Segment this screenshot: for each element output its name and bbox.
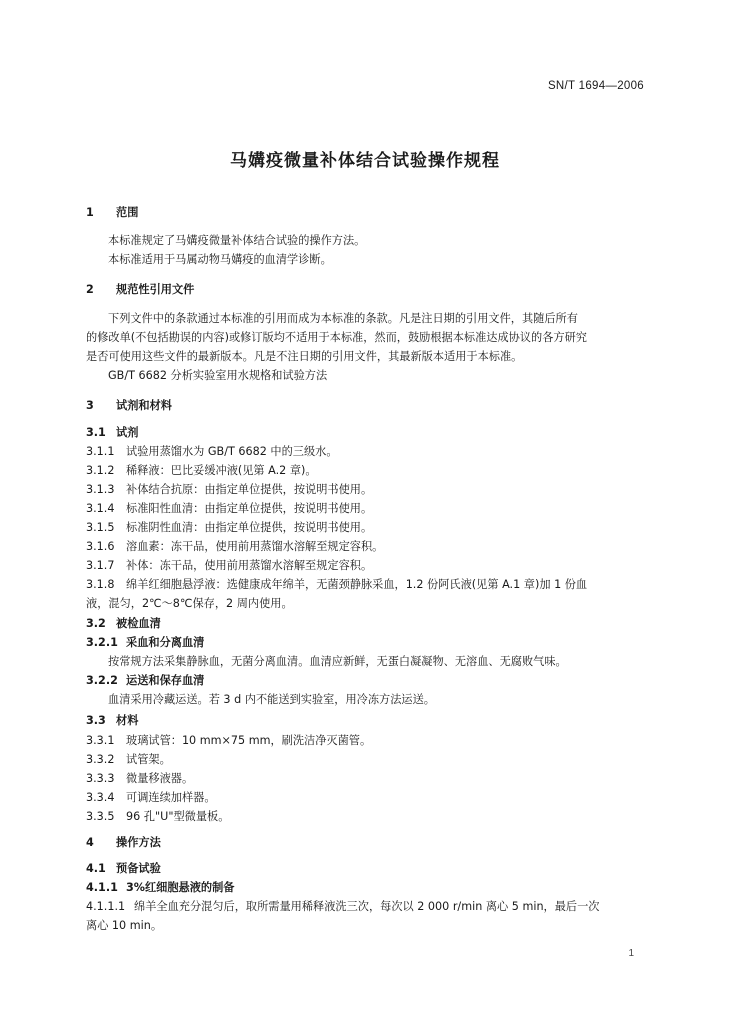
clause-number: 4.1.1.1 <box>86 900 126 913</box>
subsection-3-2-2-heading <box>86 674 204 688</box>
paragraph-line: 是否可使用这些文件的最新版本。凡是不注日期的引用文件，其最新版本适用于本标准。 <box>86 350 523 363</box>
clause-3-1-2 <box>86 464 317 478</box>
clause-text: 补体结合抗原：由指定单位提供，按说明书使用。 <box>126 483 373 496</box>
normative-reference: GB/T 6682 分析实验室用水规格和试验方法 <box>108 369 328 382</box>
clause-3-1-3 <box>86 483 372 497</box>
clause-number: 3.1.7 <box>86 559 115 572</box>
clause-3-3-3 <box>86 772 193 786</box>
clause-number: 3.3.2 <box>86 753 115 766</box>
paragraph: 本标准适用于马属动物马媾疫的血清学诊断。 <box>108 253 332 266</box>
clause-3-1-6 <box>86 540 383 554</box>
paragraph-line: 下列文件中的条款通过本标准的引用而成为本标准的条款。凡是注日期的引用文件，其随后所有 <box>108 312 578 325</box>
subsection-number: 3.2 <box>86 617 106 630</box>
clause-number: 3.1.4 <box>86 502 115 515</box>
subsection-number: 4.1 <box>86 862 106 875</box>
paragraph: 本标准规定了马媾疫微量补体结合试验的操作方法。 <box>108 234 366 247</box>
clause-3-1-7 <box>86 559 372 573</box>
clause-text: 标准阴性血清：由指定单位提供，按说明书使用。 <box>126 521 373 534</box>
clause-number: 3.1.3 <box>86 483 115 496</box>
section-title: 试剂和材料 <box>116 399 172 412</box>
section-number: 1 <box>86 206 94 219</box>
subsection-title: 试剂 <box>116 426 139 439</box>
clause-3-3-5 <box>86 810 229 824</box>
subsection-3-3-heading <box>86 714 138 728</box>
clause-3-1-5 <box>86 521 372 535</box>
section-3-heading <box>86 399 172 413</box>
subsection-4-1-1-heading <box>86 881 235 895</box>
section-1-heading <box>86 206 138 220</box>
clause-text: 玻璃试管：10 mm×75 mm，刷洗洁净灭菌管。 <box>126 734 372 747</box>
section-number: 3 <box>86 399 94 412</box>
clause-text: 试验用蒸馏水为 GB/T 6682 中的三级水。 <box>126 445 338 458</box>
subsection-number: 4.1.1 <box>86 881 118 894</box>
clause-text: 标准阳性血清：由指定单位提供，按说明书使用。 <box>126 502 373 515</box>
subsection-3-2-1-heading <box>86 636 204 650</box>
subsection-title: 3%红细胞悬液的制备 <box>126 881 235 894</box>
clause-text: 绵羊红细胞悬浮液：选健康成年绵羊，无菌颈静脉采血，1.2 份阿氏液(见第 A.1 章)加 1 份血 <box>126 578 588 591</box>
page-number: 1 <box>628 948 634 959</box>
subsection-number: 3.2.2 <box>86 674 118 687</box>
clause-number: 3.1.6 <box>86 540 115 553</box>
subsection-title: 被检血清 <box>116 617 161 630</box>
clause-number: 3.1.5 <box>86 521 115 534</box>
clause-3-3-4 <box>86 791 216 805</box>
section-title: 范围 <box>116 206 139 219</box>
section-number: 4 <box>86 836 94 849</box>
clause-3-3-1 <box>86 734 371 748</box>
clause-number: 3.1.1 <box>86 445 115 458</box>
standard-code: SN/T 1694—2006 <box>547 80 644 92</box>
clause-number: 3.3.4 <box>86 791 115 804</box>
section-title: 操作方法 <box>116 836 161 849</box>
clause-number: 3.3.1 <box>86 734 115 747</box>
subsection-title: 材料 <box>116 714 139 727</box>
clause-3-1-8 <box>86 578 587 592</box>
subsection-4-1-heading <box>86 862 161 876</box>
section-2-heading <box>86 283 194 297</box>
subsection-number: 3.2.1 <box>86 636 118 649</box>
subsection-number: 3.1 <box>86 426 106 439</box>
clause-number: 3.1.2 <box>86 464 115 477</box>
section-number: 2 <box>86 283 94 296</box>
clause-3-1-8-continued: 液，混匀，2℃～8℃保存，2 周内使用。 <box>86 597 293 610</box>
clause-text: 试管架。 <box>126 753 171 766</box>
clause-text: 可调连续加样器。 <box>126 791 216 804</box>
section-title: 规范性引用文件 <box>116 283 195 296</box>
paragraph-line: 的修改单(不包括勘误的内容)或修订版均不适用于本标准，然而，鼓励根据本标准达成协议的各方研究 <box>86 331 587 344</box>
clause-text: 96 孔"U"型微量板。 <box>126 810 230 823</box>
subsection-title: 采血和分离血清 <box>126 636 205 649</box>
subsection-number: 3.3 <box>86 714 106 727</box>
clause-number: 3.1.8 <box>86 578 115 591</box>
document-title: 马媾疫微量补体结合试验操作规程 <box>230 151 500 171</box>
subsection-title: 预备试验 <box>116 862 161 875</box>
clause-4-1-1-1-continued: 离心 10 min。 <box>86 919 163 932</box>
clause-3-1-1 <box>86 445 338 459</box>
subsection-3-2-heading <box>86 617 161 631</box>
paragraph: 血清采用冷藏运送。若 3 d 内不能送到实验室，用冷冻方法运送。 <box>108 693 435 706</box>
clause-text: 溶血素：冻干品，使用前用蒸馏水溶解至规定容积。 <box>126 540 384 553</box>
subsection-title: 运送和保存血清 <box>126 674 205 687</box>
clause-3-1-4 <box>86 502 372 516</box>
clause-text: 补体：冻干品，使用前用蒸馏水溶解至规定容积。 <box>126 559 373 572</box>
clause-text: 稀释液：巴比妥缓冲液(见第 A.2 章)。 <box>126 464 317 477</box>
subsection-3-1-heading <box>86 426 138 440</box>
clause-text: 微量移液器。 <box>126 772 194 785</box>
clause-text: 绵羊全血充分混匀后，取所需量用稀释液洗三次，每次以 2 000 r/min 离心 5 min，最后一次 <box>134 900 600 913</box>
clause-number: 3.3.3 <box>86 772 115 785</box>
clause-3-3-2 <box>86 753 171 767</box>
clause-4-1-1-1 <box>86 900 600 914</box>
section-4-heading <box>86 836 161 850</box>
paragraph: 按常规方法采集静脉血，无菌分离血清。血清应新鲜，无蛋白凝凝物、无溶血、无腐败气味。 <box>108 655 567 668</box>
clause-number: 3.3.5 <box>86 810 115 823</box>
